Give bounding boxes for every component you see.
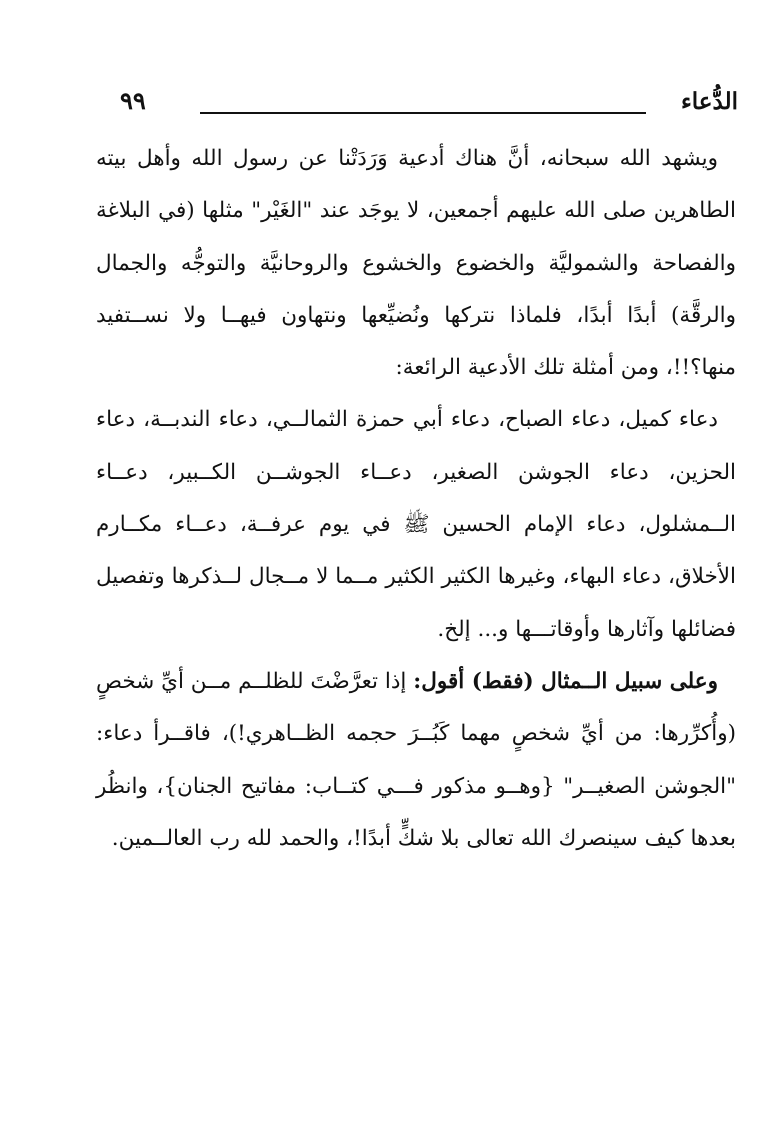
header-rule [200,112,646,114]
running-header [100,84,738,124]
paragraph-intro-text: ويشهد الله سبحانه، أنَّ هناك أدعية وَرَدَتْنا عن رسول الله وأهل بيته الطاهرين صلى الله عليهم أجمعين، لا يوجَد عند "الغَيْر" مثلها (في البلاغة والفصاحة والشموليَّة والخضوع والخشوع والروحانيَّة والتوجُّه والجمال والرقَّة) أبدًا أبدًا، فلماذا نتركها ونُضيِّعها ونتهاون فيهــا ولا نســتفيد منها؟!!، ومن أمثلة تلك الأدعية الرائعة: [96,146,736,381]
paragraph-example [96,656,736,865]
paragraph-example-lead: وعلى سبيل الــمثال (فقط) أقول: [413,668,718,694]
paragraph-dua-list-text: دعاء كميل، دعاء الصباح، دعاء أبي حمزة الثمالــي، دعاء الندبــة، دعاء الحزين، دعاء الجوشن الصغير، دعــاء الجوشــن الكــبير، دعــاء الــمشلول، دعاء الإمام الحسين ﷺ في يوم عرفــة، دعــاء مكــارم الأخلاق، دعاء البهاء، وغيرها الكثير الكثير مــما لا مــجال لــذكرها وتفصيل فضائلها وآثارها وأوقاتـــها و... إلخ. [96,407,736,642]
header-title: الدُّعاء [680,88,738,115]
page-number: ٩٩ [120,86,146,115]
paragraph-dua-list [96,394,736,655]
body-text [96,133,736,865]
paragraph-intro [96,133,736,394]
paragraph-example-text: إذا تعرَّضْتَ للظلــم مــن أيِّ شخصٍ (وأُكرِّرها: من أيِّ شخصٍ مهما كَبُــرَ حجمه الظــاهري!)، فاقــرأ دعاء: "الجوشن الصغيــر" {وهــو مذكور فـــي كتــاب: مفاتيح الجنان}، وانظُر بعدها كيف سينصرك الله تعالى بلا شكٍّ أبدًا!، والحمد لله رب العالــمين. [96,668,736,851]
